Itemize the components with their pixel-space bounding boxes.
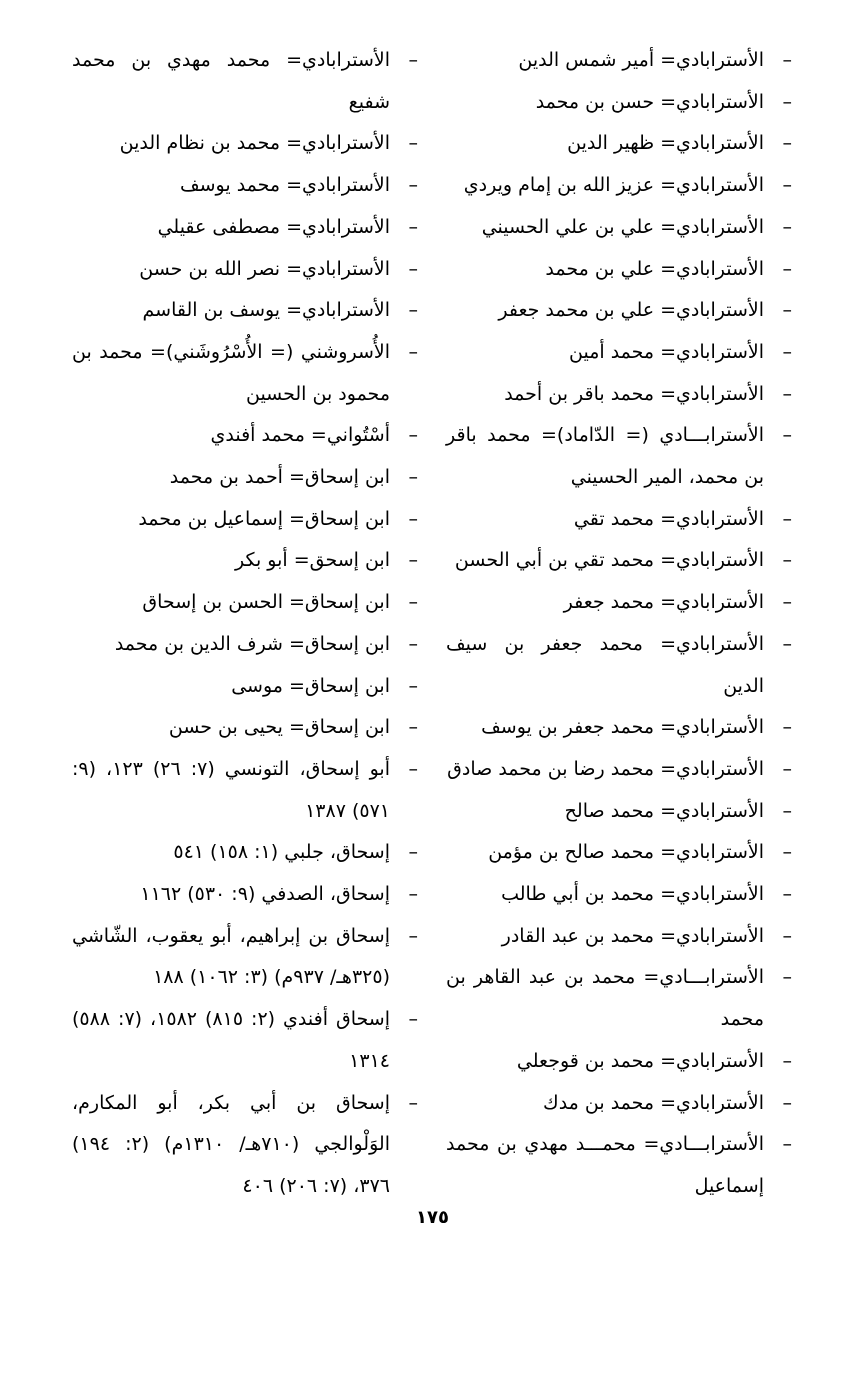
entry-dash: – xyxy=(782,90,792,113)
index-entry xyxy=(446,874,792,916)
index-entry xyxy=(446,1124,792,1207)
entry-text: الأسترابادي= محمد أمين xyxy=(569,340,764,363)
entry-text: الأسترابادي= محمد جعفر xyxy=(563,591,764,614)
index-entry xyxy=(72,499,418,541)
entry-dash: – xyxy=(782,924,792,947)
entry-text: الأسترابـــادي= محمـــد مهدي بن محمد إسماعيل xyxy=(446,1133,764,1197)
entry-text: الأسترابادي= محمد صالح بن مؤمن xyxy=(488,841,764,864)
entry-dash: – xyxy=(782,966,792,989)
entry-text: الأسترابادي= محمد مهدي بن محمد شفيع xyxy=(72,49,390,113)
index-entry xyxy=(446,82,792,124)
entry-text: إسحاق، الصدفي (٩: ٥٣٠) ١١٦٢ xyxy=(140,883,390,906)
index-entry xyxy=(446,165,792,207)
entry-dash: – xyxy=(782,507,792,530)
index-entry xyxy=(72,332,418,415)
index-entry xyxy=(72,165,418,207)
entry-dash: – xyxy=(782,215,792,238)
index-entry xyxy=(72,749,418,832)
entry-dash: – xyxy=(782,1133,792,1156)
index-entry xyxy=(72,707,418,749)
index-entry xyxy=(446,207,792,249)
entry-dash: – xyxy=(408,215,418,238)
index-entry xyxy=(72,916,418,999)
entry-text: الأُسروشني (= الأُسْرُوشَني)= محمد بن محمود بن الحسين xyxy=(72,340,390,405)
entry-text: أسْتُواني= محمد أفندي xyxy=(210,424,390,447)
entry-text: ابن إسحاق= موسى xyxy=(231,674,390,697)
index-entry xyxy=(72,832,418,874)
entry-text: ابن إسحاق= يحيى بن حسن xyxy=(168,716,390,739)
entry-text: الأسترابادي= حسن بن محمد xyxy=(535,90,764,113)
index-entry xyxy=(446,1083,792,1125)
entry-dash: – xyxy=(408,1091,418,1114)
index-entry xyxy=(446,374,792,416)
index-entry xyxy=(446,40,792,82)
entry-text: الأسترابادي= علي بن محمد جعفر xyxy=(498,299,764,322)
entry-text: الأسترابادي= محمد بن عبد القادر xyxy=(501,924,764,947)
entry-text: ابن إسحاق= أحمد بن محمد xyxy=(169,466,390,489)
entry-text: الأسترابادي= محمد بن نظام الدين xyxy=(119,132,390,155)
entry-dash: – xyxy=(408,1008,418,1031)
entry-dash: – xyxy=(782,591,792,614)
entry-dash: – xyxy=(782,424,792,447)
index-entry xyxy=(72,290,418,332)
index-entry xyxy=(446,749,792,791)
index-entry xyxy=(72,999,418,1082)
entry-dash: – xyxy=(782,799,792,822)
page-number: ١٧٥ xyxy=(416,1207,449,1228)
entry-dash: – xyxy=(782,1049,792,1072)
entry-text: ابن إسحاق= إسماعيل بن محمد xyxy=(138,507,390,530)
entry-dash: – xyxy=(782,716,792,739)
entry-dash: – xyxy=(408,174,418,197)
entry-text: الأسترابـــادي= محمد بن عبد القاهر بن محمد xyxy=(446,966,764,1031)
entry-dash: – xyxy=(408,883,418,906)
entry-text: ابن إسحاق= الحسن بن إسحاق xyxy=(142,591,390,614)
index-entry xyxy=(446,123,792,165)
index-entry xyxy=(446,290,792,332)
index-entry xyxy=(446,832,792,874)
entry-text: الأسترابادي= نصر الله بن حسن xyxy=(139,257,390,280)
entry-text: أبو إسحاق، التونسي (٧: ٢٦) ١٢٣، (٩: ٥٧١) ١٣٨٧ xyxy=(72,757,390,822)
index-entry xyxy=(72,207,418,249)
entry-dash: – xyxy=(408,757,418,780)
entry-dash: – xyxy=(408,716,418,739)
entry-dash: – xyxy=(408,424,418,447)
index-entry xyxy=(72,249,418,291)
entry-text: الأسترابادي= محمد جعفر بن يوسف xyxy=(481,716,764,739)
index-entry xyxy=(446,707,792,749)
entry-dash: – xyxy=(782,299,792,322)
index-entry xyxy=(446,332,792,374)
entry-text: الأسترابادي= ظهير الدين xyxy=(567,132,764,155)
index-entry xyxy=(446,624,792,707)
entry-dash: – xyxy=(782,49,792,71)
entry-dash: – xyxy=(782,382,792,405)
entry-text: الأسترابادي= عزيز الله بن إمام ويردي xyxy=(463,174,764,197)
index-entry xyxy=(446,957,792,1040)
entry-text: الأسترابـــادي (= الدّاماد)= محمد باقر بن محمد، المير الحسيني xyxy=(446,424,764,489)
entry-text: الأسترابادي= علي بن محمد xyxy=(545,257,764,280)
entry-dash: – xyxy=(408,340,418,363)
index-entry xyxy=(72,624,418,666)
entry-dash: – xyxy=(782,841,792,864)
entry-dash: – xyxy=(408,257,418,280)
index-entry xyxy=(72,874,418,916)
index-entry xyxy=(446,249,792,291)
entry-text: الأسترابادي= محمد صالح xyxy=(564,799,764,822)
entry-text: الأسترابادي= يوسف بن القاسم xyxy=(142,299,390,322)
index-entry xyxy=(446,791,792,833)
entry-text: ابن إسحق= أبو بكر xyxy=(234,549,390,572)
index-column-right xyxy=(446,40,792,1208)
index-entry xyxy=(72,457,418,499)
entry-text: الأسترابادي= محمد باقر بن أحمد xyxy=(504,382,764,405)
entry-text: الأسترابادي= محمد بن أبي طالب xyxy=(501,883,764,906)
index-entry xyxy=(72,123,418,165)
entry-dash: – xyxy=(782,340,792,363)
index-column-left xyxy=(72,40,418,1208)
entry-text: الأسترابادي= محمد جعفر بن سيف الدين xyxy=(446,632,764,697)
index-entry xyxy=(72,415,418,457)
entry-dash: – xyxy=(782,257,792,280)
entry-text: الأسترابادي= مصطفى عقيلي xyxy=(157,215,390,238)
entry-text: الأسترابادي= محمد تقي بن أبي الحسن xyxy=(454,549,764,572)
index-entry xyxy=(446,415,792,498)
entry-dash: – xyxy=(782,132,792,155)
index-entry xyxy=(72,582,418,624)
entry-dash: – xyxy=(408,924,418,947)
entry-text: إسحاق أفندي (٢: ٨١٥) ١٥٨٢، (٧: ٥٨٨) ١٣١٤ xyxy=(72,1008,390,1072)
entry-dash: – xyxy=(408,549,418,572)
index-entry xyxy=(72,40,418,123)
entry-dash: – xyxy=(408,132,418,155)
entry-dash: – xyxy=(408,591,418,614)
entry-dash: – xyxy=(408,674,418,697)
index-entry xyxy=(72,666,418,708)
entry-dash: – xyxy=(408,466,418,489)
entry-dash: – xyxy=(408,507,418,530)
entry-text: الأسترابادي= علي بن علي الحسيني xyxy=(481,215,764,238)
entry-text: الأسترابادي= محمد بن قوجعلي xyxy=(516,1049,764,1072)
entry-text: الأسترابادي= محمد تقي xyxy=(573,507,764,530)
entry-text: الأسترابادي= محمد بن مدك xyxy=(543,1091,764,1114)
entry-dash: – xyxy=(782,632,792,655)
index-entry xyxy=(446,916,792,958)
entry-text: الأسترابادي= أمير شمس الدين xyxy=(518,49,764,71)
index-entry xyxy=(72,1083,418,1208)
index-entry xyxy=(72,540,418,582)
index-entry xyxy=(446,540,792,582)
entry-text: الأسترابادي= محمد رضا بن محمد صادق xyxy=(447,757,764,780)
entry-dash: – xyxy=(408,841,418,864)
entry-dash: – xyxy=(408,49,418,71)
entry-dash: – xyxy=(782,883,792,906)
entry-text: إسحاق بن أبي بكر، أبو المكارم، الوَلْوالجي (٧١٠هـ/ ١٣١٠م) (٢: ١٩٤) ٣٧٦، (٧: ٢٠٦) ٤٠٦ xyxy=(72,1091,390,1197)
entry-dash: – xyxy=(782,1091,792,1114)
index-entry xyxy=(446,582,792,624)
entry-text: إسحاق، جلبي (١: ١٥٨) ٥٤١ xyxy=(173,841,390,864)
entry-dash: – xyxy=(408,299,418,322)
entry-dash: – xyxy=(408,632,418,655)
entry-text: الأسترابادي= محمد يوسف xyxy=(179,174,390,197)
entry-text: ابن إسحاق= شرف الدين بن محمد xyxy=(114,632,390,655)
index-entry xyxy=(446,499,792,541)
entry-dash: – xyxy=(782,757,792,780)
index-entry xyxy=(446,1041,792,1083)
entry-dash: – xyxy=(782,549,792,572)
entry-text: إسحاق بن إبراهيم، أبو يعقوب، الشّاشي (٣٢٥هـ/ ٩٣٧م) (٣: ١٠٦٢) ١٨٨ xyxy=(72,924,390,989)
entry-dash: – xyxy=(782,174,792,197)
